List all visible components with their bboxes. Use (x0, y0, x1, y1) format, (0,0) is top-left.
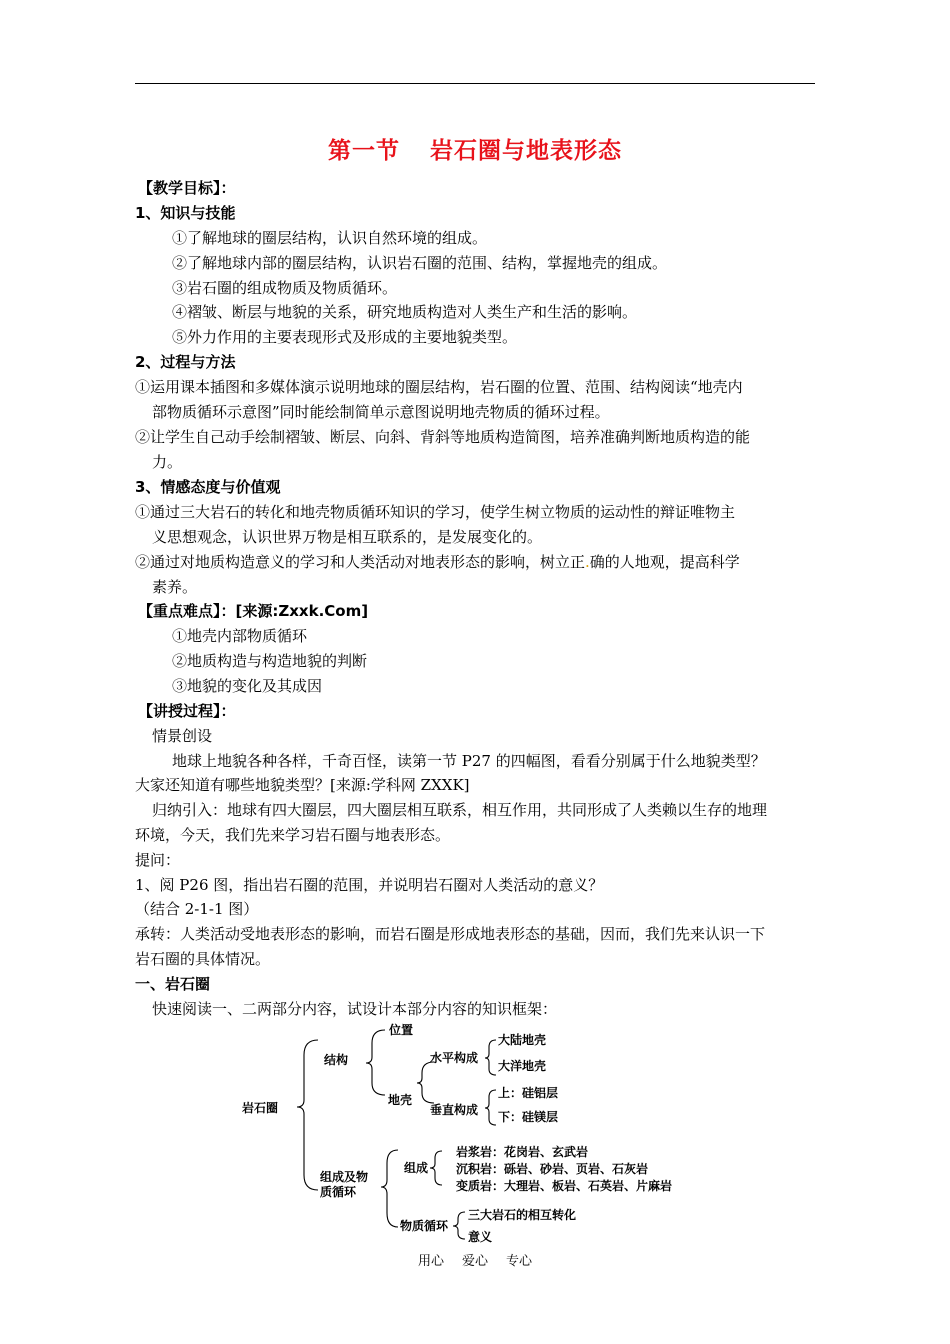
question-label: 提问： (135, 851, 181, 869)
key-points-heading: 【重点难点】： (138, 602, 236, 620)
process-item-2-line-1: ②让学生自己动手绘制褶皱、断层、向斜、背斜等地质构造简图，培养准确判断地质构造的能 (135, 428, 751, 446)
knowledge-item-2: ②了解地球内部的圈层结构，认识岩石圈的范围、结构，掌握地壳的组成。 (172, 254, 668, 272)
brace-root (297, 1040, 318, 1190)
question-1: 1、阅 P26 图，指出岩石圈的范围，并说明岩石圈对人类活动的意义？ (135, 876, 604, 894)
knowledge-heading: 1、知识与技能 (135, 204, 236, 222)
process-item-2-line-2: 力。 (152, 453, 183, 471)
transition-line-2: 岩石圈的具体情况。 (135, 950, 271, 968)
objectives-heading: 【教学目标】： (138, 179, 236, 197)
title-topic: 岩石圈与地表形态 (430, 138, 622, 164)
brace-rock-types (430, 1151, 442, 1185)
key-points-line (138, 601, 368, 621)
tree-horizontal: 水平构成 (430, 1051, 479, 1065)
tree-composition-cycle-1: 组成及物 (320, 1170, 369, 1184)
tree-continental-crust: 大陆地壳 (498, 1033, 547, 1047)
tree-position: 位置 (389, 1023, 414, 1037)
section-heading-lithosphere: 一、岩石圈 (135, 975, 211, 993)
tree-upper-layer: 上：硅铝层 (498, 1086, 559, 1100)
intro-paragraph-line-2: 环境，今天，我们先来学习岩石圈与地表形态。 (135, 826, 451, 844)
brace-crust (417, 1062, 434, 1103)
teaching-heading: 【讲授过程】： (138, 702, 236, 720)
tree-vertical: 垂直构成 (430, 1103, 479, 1117)
stray-dot: . (585, 553, 590, 571)
emotion-heading: 3、情感态度与价值观 (135, 478, 281, 496)
page-footer (0, 1250, 950, 1269)
brace-horizontal (485, 1040, 496, 1075)
tree-rock-transformation: 三大岩石的相互转化 (468, 1208, 577, 1222)
key-point-2: ②地质构造与构造地貌的判断 (172, 652, 368, 670)
brace-cycle (453, 1212, 465, 1239)
scene-label: 情景创设 (152, 727, 213, 745)
emotion-item-1-line-2: 义思想观念，认识世界万物是相互联系的，是发展变化的。 (152, 528, 543, 546)
tree-composition: 组成 (404, 1161, 429, 1175)
page-title (0, 132, 950, 165)
question-1-note: （结合 2-1-1 图） (135, 900, 259, 918)
intro-paragraph-line-1: 归纳引入：地球有四大圈层，四大圈层相互联系，相互作用，共同形成了人类赖以生存的地理 (152, 801, 768, 819)
process-item-1-line-1: ①运用课本插图和多媒体演示说明地球的圈层结构，岩石圈的位置、范围、结构阅读“地壳内 (135, 378, 743, 396)
key-points-source: [来源:Zxxk.Com] (235, 602, 369, 620)
emotion-item-2-text-b: 确的人地观，提高科学 (589, 553, 740, 571)
title-section: 第一节 (328, 138, 400, 164)
footer-b: 爱心 (461, 1254, 488, 1269)
tree-material-cycle: 物质循环 (400, 1219, 449, 1233)
tree-composition-cycle-2: 质循环 (320, 1185, 357, 1199)
knowledge-framework-diagram (0, 1015, 950, 1245)
tree-meaning: 意义 (468, 1230, 493, 1244)
key-point-1: ①地壳内部物质循环 (172, 627, 308, 645)
tree-oceanic-crust: 大洋地壳 (498, 1059, 547, 1073)
scene-paragraph-line-2: 大家还知道有哪些地貌类型？[来源:学科网 ZXXK] (135, 776, 470, 794)
emotion-item-2-text-a: ②通过对地质构造意义的学习和人类活动对地表形态的影响，树立正 (135, 553, 586, 571)
brace-composition-cycle (381, 1150, 398, 1227)
tree-root: 岩石圈 (242, 1101, 279, 1115)
emotion-item-2-line-1 (135, 552, 740, 572)
tree-sedimentary: 沉积岩：砾岩、砂岩、页岩、石灰岩 (456, 1162, 649, 1176)
tree-crust: 地壳 (388, 1093, 413, 1107)
emotion-item-2-line-2: 素养。 (152, 578, 198, 596)
footer-a: 用心 (417, 1254, 444, 1269)
key-point-3: ③地貌的变化及其成因 (172, 677, 323, 695)
tree-structure: 结构 (324, 1053, 349, 1067)
knowledge-item-5: ⑤外力作用的主要表现形式及形成的主要地貌类型。 (172, 328, 518, 346)
brace-vertical (485, 1090, 496, 1125)
tree-igneous: 岩浆岩：花岗岩、玄武岩 (456, 1145, 589, 1159)
process-heading: 2、过程与方法 (135, 353, 236, 371)
emotion-item-1-line-1: ①通过三大岩石的转化和地壳物质循环知识的学习，使学生树立物质的运动性的辩证唯物主 (135, 503, 736, 521)
scene-paragraph-line-1: 地球上地貌各种各样，千奇百怪，读第一节 P27 的四幅图，看看分别属于什么地貌类型？ (172, 752, 766, 770)
brace-structure (366, 1030, 385, 1095)
footer-c: 专心 (506, 1254, 533, 1269)
transition-line-1: 承转：人类活动受地表形态的影响，而岩石圈是形成地表形态的基础，因而，我们先来认识一下 (135, 925, 766, 943)
reading-instruction: 快速阅读一、二两部分内容，试设计本部分内容的知识框架： (152, 1000, 558, 1018)
header-rule (135, 83, 815, 84)
knowledge-item-1: ①了解地球的圈层结构，认识自然环境的组成。 (172, 229, 488, 247)
process-item-1-line-2: 部物质循环示意图”同时能绘制简单示意图说明地壳物质的循环过程。 (152, 403, 610, 421)
knowledge-item-3: ③岩石圈的组成物质及物质循环。 (172, 279, 398, 297)
knowledge-item-4: ④褶皱、断层与地貌的关系，研究地质构造对人类生产和生活的影响。 (172, 303, 638, 321)
tree-lower-layer: 下：硅镁层 (498, 1110, 559, 1124)
tree-metamorphic: 变质岩：大理岩、板岩、石英岩、片麻岩 (456, 1179, 673, 1193)
